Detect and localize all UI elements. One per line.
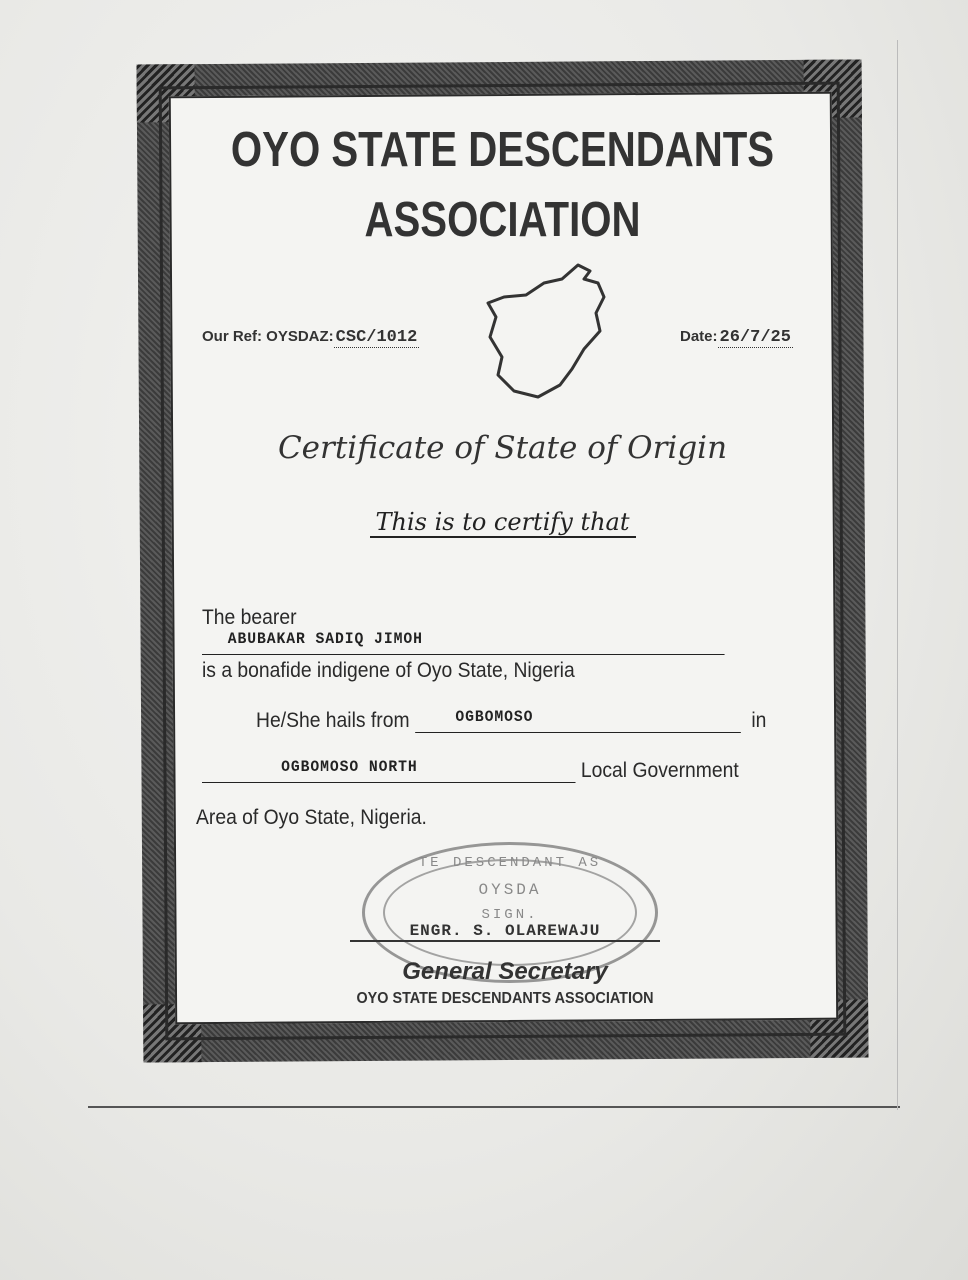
lga-label: Local Government [580, 759, 739, 782]
in-label: in [751, 709, 767, 732]
signatory-name: ENGR. S. OLAREWAJU [350, 922, 660, 942]
certificate-content [140, 62, 865, 1060]
page-edge [88, 1106, 900, 1108]
stamp-center-text: OYSDA [478, 881, 542, 899]
certify-text: This is to certify that [370, 508, 636, 538]
signatory-title: General Secretary [402, 958, 608, 985]
lga-value: OGBOMOSO NORTH [202, 758, 576, 783]
indigene-line: is a bonafide indigene of Oyo State, Nigeria [202, 659, 575, 682]
oyo-state-map-icon [480, 257, 620, 407]
hails-value: OGBOMOSO [415, 708, 741, 733]
bearer-name: ABUBAKAR SADIQ JIMOH [202, 630, 725, 655]
stamp-ring-text: TE DESCENDANT AS [418, 855, 602, 871]
hails-label: He/She hails from [256, 709, 410, 732]
page-edge-right [897, 40, 898, 1110]
date-value: 26/7/25 [719, 328, 791, 347]
lga-line [202, 758, 739, 783]
reference-value: CSC/1012 [335, 328, 418, 347]
date-label: Date: [680, 328, 718, 345]
stamp-sign-text: SIGN. [481, 907, 539, 923]
reference-number [202, 328, 419, 347]
bearer-label: The bearer [202, 606, 297, 629]
bearer-line [202, 606, 812, 655]
certify-heading [140, 508, 865, 536]
hails-line [256, 708, 766, 733]
issue-date [680, 328, 793, 347]
certificate-title: Certificate of State of Origin [277, 430, 728, 466]
association-title-line1: OYO STATE DESCENDANTS [230, 123, 775, 177]
signatory-organization: OYO STATE DESCENDANTS ASSOCIATION [356, 990, 654, 1007]
area-line: Area of Oyo State, Nigeria. [196, 806, 427, 829]
association-title-line2: ASSOCIATION [364, 193, 641, 247]
reference-label: Our Ref: OYSDAZ: [202, 328, 334, 345]
